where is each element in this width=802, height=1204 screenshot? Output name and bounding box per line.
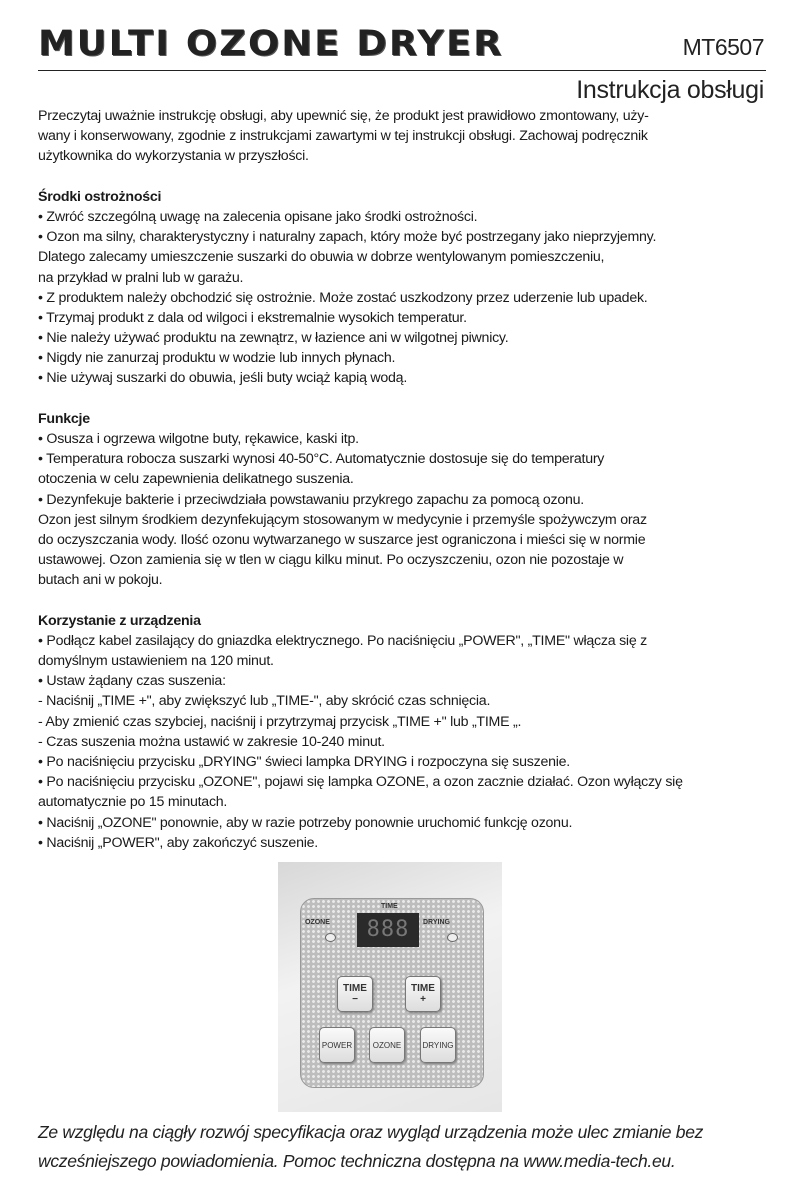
section-line: • Nigdy nie zanurzaj produktu w wodzie lub innych płynach. xyxy=(38,350,396,367)
ozone-label: OZONE xyxy=(305,919,330,926)
control-panel-photo xyxy=(278,862,502,1112)
section-line: • Ustaw żądany czas suszenia: xyxy=(38,673,226,690)
time-display: 888 xyxy=(357,913,419,947)
section-line: - Naciśnij „TIME +", aby zwiększyć lub „TIME-", aby skrócić czas schnięcia. xyxy=(38,693,491,710)
ozone-button[interactable]: OZONE xyxy=(369,1027,405,1063)
power-button[interactable]: POWER xyxy=(319,1027,355,1063)
sections xyxy=(38,187,773,853)
section-line: • Osusza i ogrzewa wilgotne buty, rękawice, kaski itp. xyxy=(38,431,359,447)
section-line: • Trzymaj produkt z dala od wilgoci i ekstremalnie wysokich temperatur. xyxy=(38,309,467,326)
model-number: MT6507 xyxy=(682,34,764,60)
section-line: • Nie używaj suszarki do obuwia, jeśli buty wciąż kapią wodą. xyxy=(38,370,408,387)
section-line: Dlatego zalecamy umieszczenie suszarki do obuwia w dobrze wentylowanym pomieszczeniu, xyxy=(38,249,605,266)
section-line: ustawowej. Ozon zamienia się w tlen w ciągu kilku minut. Po oczyszczeniu, ozon nie pozostaje w xyxy=(38,552,624,569)
section-line: do oczyszczania wody. Ilość ozonu wytwarzanego w suszarce jest ograniczona i mieści się w normie xyxy=(38,531,646,548)
section-line: na przykład w pralni lub w garażu. xyxy=(38,269,244,286)
section-line: • Dezynfekuje bakterie i przeciwdziała powstawaniu przykrego zapachu za pomocą ozonu. xyxy=(38,491,585,508)
intro-line: wany i konserwowany, zgodnie z instrukcjami zawartymi w tej instrukcji obsługi. Zachowaj podręcznik xyxy=(38,128,648,145)
time-plus-label: TIME xyxy=(411,983,435,994)
time-plus-button[interactable] xyxy=(405,976,441,1012)
document-subtitle: Instrukcja obsługi xyxy=(576,76,764,104)
section-line: • Z produktem należy obchodzić się ostrożnie. Może zostać uszkodzony przez uderzenie lub upadek. xyxy=(38,289,648,306)
spacer xyxy=(38,167,773,187)
section-heading: Korzystanie z urządzenia xyxy=(38,612,201,629)
section-line: - Aby zmienić czas szybciej, naciśnij i przytrzymaj przycisk „TIME +" lub „TIME „. xyxy=(38,713,522,730)
minus-icon: − xyxy=(352,994,358,1005)
section-line: otoczenia w celu zapewnienia delikatnego suszenia. xyxy=(38,471,354,488)
footer-note xyxy=(38,1118,703,1176)
drying-button[interactable]: DRYING xyxy=(420,1027,456,1063)
section-line: • Temperatura robocza suszarki wynosi 40-50°C. Automatycznie dostosuje się do temperatury xyxy=(38,451,605,468)
section-line: domyślnym ustawieniem na 120 minut. xyxy=(38,653,274,670)
header-divider xyxy=(38,70,766,71)
intro-line: użytkownika do wykorzystania w przyszłości. xyxy=(38,148,309,165)
section-line: • Naciśnij „POWER", aby zakończyć suszenie. xyxy=(38,834,318,851)
time-minus-button[interactable] xyxy=(337,976,373,1012)
intro-line: Przeczytaj uważnie instrukcję obsługi, aby upewnić się, że produkt jest prawidłowo zmontowany, uży- xyxy=(38,108,649,124)
section-line: • Naciśnij „OZONE" ponownie, aby w razie potrzeby ponownie uruchomić funkcję ozonu. xyxy=(38,814,573,831)
drying-indicator-icon xyxy=(447,933,458,942)
section-heading: Środki ostrożności xyxy=(38,188,162,205)
manual-body xyxy=(38,106,773,853)
footer-line: wcześniejszego powiadomienia. Pomoc techniczna dostępna na www.media-tech.eu. xyxy=(38,1151,676,1171)
plus-icon: + xyxy=(420,994,426,1005)
ozone-indicator-icon xyxy=(325,933,336,942)
footer-line: Ze względu na ciągły rozwój specyfikacja oraz wygląd urządzenia może ulec zmianie bez xyxy=(38,1122,704,1142)
drying-label: DRYING xyxy=(423,919,450,926)
control-panel xyxy=(300,898,484,1088)
spacer xyxy=(38,591,773,611)
section-heading: Funkcje xyxy=(38,410,90,427)
time-label: TIME xyxy=(381,903,398,910)
section-line: Ozon jest silnym środkiem dezynfekującym stosowanym w medycynie i przemyśle spożywczym oraz xyxy=(38,511,647,528)
section-line: • Ozon ma silny, charakterystyczny i naturalny zapach, który może być postrzegany jako nieprzyjemny. xyxy=(38,229,657,246)
section-line: automatycznie po 15 minutach. xyxy=(38,794,228,811)
section-line: • Po naciśnięciu przycisku „DRYING" świeci lampka DRYING i rozpoczyna się suszenie. xyxy=(38,754,570,770)
time-minus-label: TIME xyxy=(343,983,367,994)
section-line: • Zwróć szczególną uwagę na zalecenia opisane jako środki ostrożności. xyxy=(38,208,478,225)
section-line: • Podłącz kabel zasilający do gniazdka elektrycznego. Po naciśnięciu „POWER", „TIME" włącza się z xyxy=(38,632,647,649)
section-line: • Nie należy używać produktu na zewnątrz, w łazience ani w wilgotnej piwnicy. xyxy=(38,330,509,347)
product-title: MULTI OZONE DRYER xyxy=(38,24,504,64)
section-line: - Czas suszenia można ustawić w zakresie 10-240 minut. xyxy=(38,733,385,750)
section-line: • Po naciśnięciu przycisku „OZONE", pojawi się lampka OZONE, a ozon zacznie działać. Ozon wyłączy się xyxy=(38,774,683,791)
spacer xyxy=(38,389,773,409)
section-line: butach ani w pokoju. xyxy=(38,572,163,589)
